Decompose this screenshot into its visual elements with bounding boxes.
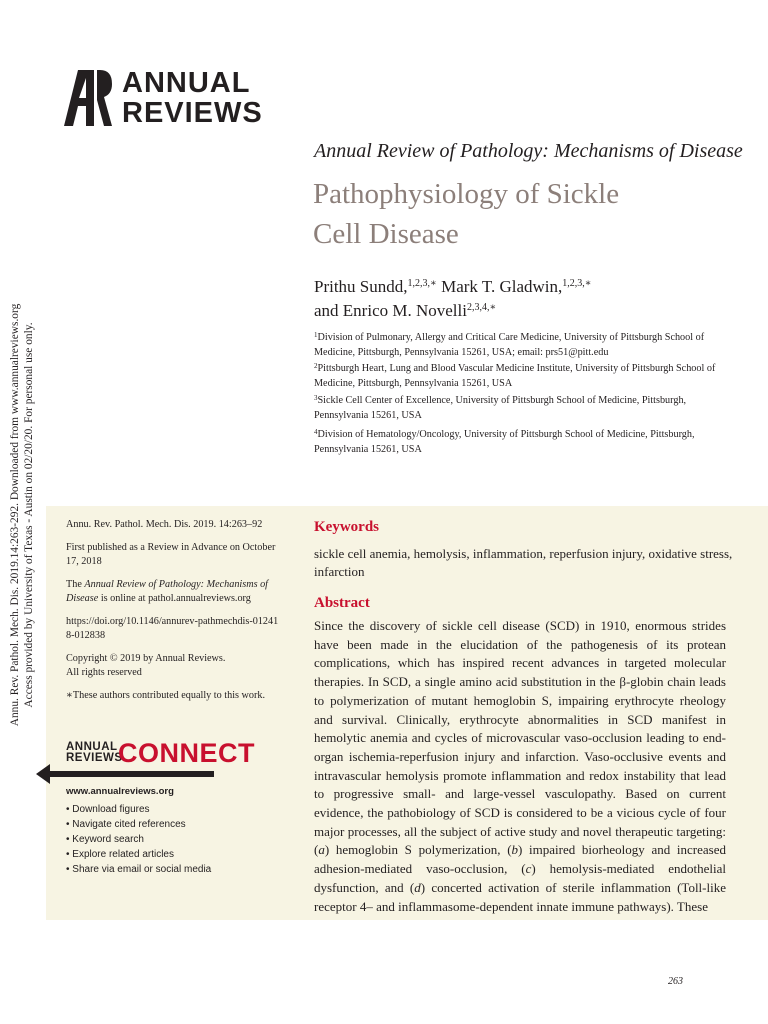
logo-word-annual: ANNUAL — [122, 67, 251, 99]
list-item: • Navigate cited references — [66, 817, 211, 832]
affiliation-text: Division of Hematology/Oncology, University of Pittsburgh School of Medicine, Pittsburgh, Pennsylvania 15261, USA — [314, 429, 695, 455]
abstract-segment: ) concerted activation of sterile inflammation (Toll-like receptor 4– and inflammasome-dependent innate immune pathways). These — [314, 879, 726, 914]
article-title-line-2: Cell Disease — [313, 218, 459, 250]
connect-title: CONNECT — [118, 738, 255, 768]
author-list — [314, 275, 734, 323]
annual-reviews-logo — [64, 67, 264, 129]
rights-line: All rights reserved — [66, 667, 142, 678]
article-title-line-1: Pathophysiology of Sickle — [313, 178, 620, 210]
keywords-heading: Keywords — [314, 519, 379, 535]
doi-link[interactable]: https://doi.org/10.1146/annurev-pathmechdis-012418-012838 — [66, 616, 279, 641]
author-name: and Enrico M. Novelli — [314, 301, 467, 320]
arrow-left-icon — [36, 762, 214, 786]
list-item: • Share via email or social media — [66, 862, 211, 877]
list-item: • Explore related articles — [66, 847, 211, 862]
author-name: Prithu Sundd, — [314, 277, 408, 296]
author-name: Mark T. Gladwin, — [441, 277, 563, 296]
author-affiliation-marks: 1,2,3,∗ — [407, 278, 437, 289]
side-download-note — [0, 280, 44, 750]
affiliation-text: Sickle Cell Center of Excellence, University of Pittsburgh School of Medicine, Pittsburgh, Pennsylvania 15261, USA — [314, 395, 687, 421]
affiliation-number: 3 — [314, 394, 318, 402]
annual-reviews-connect-box — [36, 740, 256, 890]
connect-word-reviews: REVIEWS — [66, 752, 123, 764]
abstract-enum: c — [525, 861, 532, 877]
connect-feature-list — [66, 802, 211, 877]
author-affiliation-marks: 2,3,4,∗ — [466, 302, 497, 313]
abstract-enum: a — [318, 842, 325, 858]
author-affiliation-marks: 1,2,3,∗ — [562, 278, 592, 289]
copyright-line: Copyright © 2019 by Annual Reviews. — [66, 653, 226, 664]
ar-logo-icon — [64, 70, 112, 126]
affiliation-4 — [314, 428, 734, 457]
connect-word-annual: ANNUAL — [66, 741, 118, 753]
side-note-line-1: Annu. Rev. Pathol. Mech. Dis. 2019.14:263-292. Downloaded from www.annualreviews.org — [9, 303, 21, 727]
side-note-line-2: Access provided by University of Texas - Austin on 02/20/20. For personal use only. — [23, 322, 35, 708]
online-note — [66, 578, 280, 606]
keywords-text: sickle cell anemia, hemolysis, inflammation, reperfusion injury, oxidative stress, infarction — [314, 546, 733, 579]
logo-word-reviews: REVIEWS — [122, 97, 263, 129]
journal-title: Annual Review of Pathology: Mechanisms of Disease — [314, 140, 743, 162]
abstract-enum: d — [414, 879, 421, 895]
online-suffix: is online at pathol.annualreviews.org — [98, 593, 251, 604]
affiliation-3 — [314, 394, 734, 423]
abstract-segment: ) impaired biorheology and increased adhesion-mediated vaso-occlusion, ( — [314, 842, 726, 877]
abstract-heading: Abstract — [314, 595, 370, 611]
online-prefix: The — [66, 579, 85, 590]
affiliation-number: 1 — [314, 331, 318, 339]
affiliation-text: Pittsburgh Heart, Lung and Blood Vascular Medicine Institute, University of Pittsburgh School of Medicine, Pittsburgh, Pennsylvania 15261, USA — [314, 363, 716, 389]
abstract-text — [314, 617, 726, 916]
abstract-segment: ) hemolysis-mediated endothelial dysfunction, and ( — [314, 861, 726, 895]
abstract-segment: ) hemoglobin S polymerization, ( — [324, 842, 512, 858]
list-item: • Keyword search — [66, 832, 211, 847]
article-metadata — [66, 518, 280, 712]
article-title — [313, 174, 733, 254]
affiliation-1 — [314, 331, 734, 360]
affiliation-number: 2 — [314, 362, 318, 370]
equal-contribution-note: ∗These authors contributed equally to this work. — [66, 690, 266, 701]
copyright — [66, 652, 280, 680]
online-journal-name: Annual Review of Pathology: Mechanisms of Disease — [66, 579, 269, 604]
connect-url[interactable]: www.annualreviews.org — [66, 786, 174, 797]
abstract-enum: b — [511, 842, 519, 858]
affiliation-2 — [314, 362, 734, 391]
affiliation-number: 4 — [314, 428, 318, 436]
citation: Annu. Rev. Pathol. Mech. Dis. 2019. 14:263–92 — [66, 519, 263, 530]
abstract-segment: Since the discovery of sickle cell disease (SCD) in 1910, enormous strides have been made in the elucidation of the pathogenesis of its protean complications, which has inspired recent advances in targeted molecular therapies. In SCD, a single amino acid substitution in the β-globin chain leads to polymerization of mutant hemoglobin S, impairing erythrocyte rheology and survival. Clinically, erythrocyte abnormalities in SCD manifest in hemolytic anemia and cycles of microvascular vaso-occlusion leading to end-organ ischemia-reperfusion injury and infarction. Vaso-occlusive events and intravascular hemolysis promote inflammation and redox instability that lead to progressive small- and large-vessel vasculopathy. Based on current evidence, the pathobiology of SCD is considered to be a vicious cycle of four major processes, all the subject of active study and novel therapeutic targeting: ( — [314, 618, 726, 858]
affiliation-text: Division of Pulmonary, Allergy and Critical Care Medicine, University of Pittsburgh School of Medicine, Pittsburgh, Pennsylvania 15261, USA; email: prs51@pitt.edu — [314, 332, 705, 358]
first-published: First published as a Review in Advance on October 17, 2018 — [66, 542, 276, 567]
page-number: 263 — [668, 976, 683, 987]
list-item: • Download figures — [66, 802, 211, 817]
